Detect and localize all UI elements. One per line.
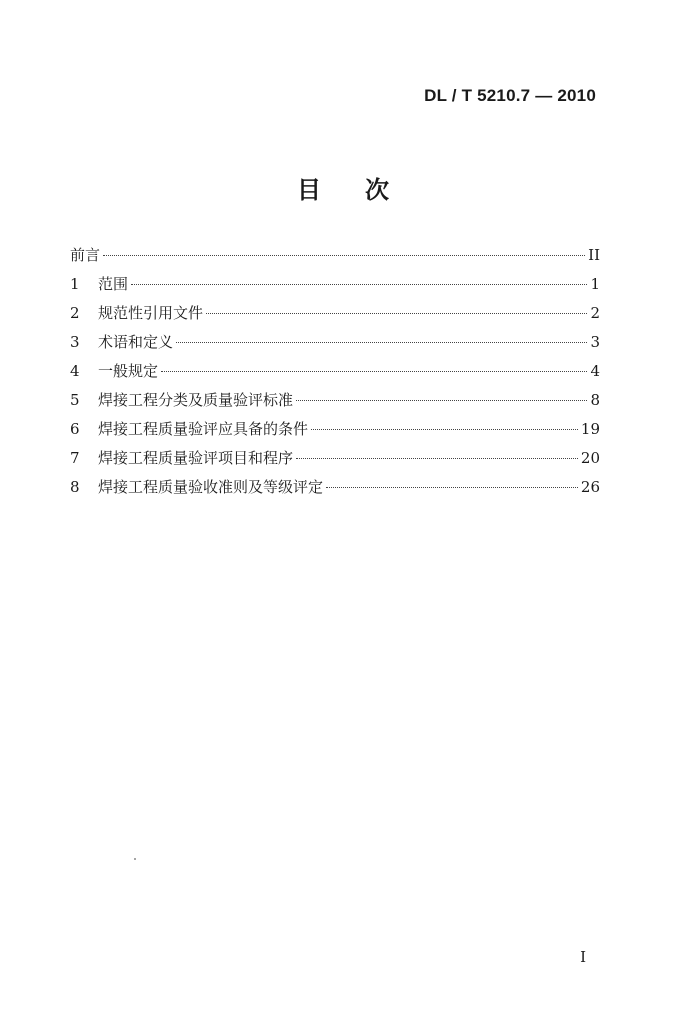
toc-entry-number: 6 xyxy=(70,420,80,438)
standard-code: DL / T 5210.7 — 2010 xyxy=(424,86,596,105)
toc-entry-label: 一般规定 xyxy=(98,362,159,380)
toc-leader-dots xyxy=(296,400,587,401)
toc-entry-7[interactable] xyxy=(70,447,600,476)
toc-entry-page: 20 xyxy=(580,449,600,467)
toc-entry-page: 1 xyxy=(590,275,600,293)
toc-entry-label: 焊接工程质量验评应具备的条件 xyxy=(98,420,309,438)
toc-leader-dots xyxy=(326,487,578,488)
toc-entry-number: 2 xyxy=(70,304,80,322)
toc-entry-label: 焊接工程质量验评项目和程序 xyxy=(98,449,294,467)
toc-entry-number: 5 xyxy=(70,391,80,409)
toc-entry-label: 范围 xyxy=(98,275,129,293)
toc-leader-dots xyxy=(103,255,585,256)
toc-entry-number: 8 xyxy=(70,478,80,496)
toc-entry-label: 规范性引用文件 xyxy=(98,304,204,322)
toc-entry-number: 1 xyxy=(70,275,80,293)
toc-entry-6[interactable] xyxy=(70,418,600,447)
toc-leader-dots xyxy=(296,458,578,459)
toc-entry-page: 8 xyxy=(590,391,600,409)
toc-list xyxy=(70,244,600,505)
toc-entry-page: 3 xyxy=(590,333,600,351)
scan-speck xyxy=(134,858,136,860)
toc-leader-dots xyxy=(176,342,587,343)
toc-entry-4[interactable] xyxy=(70,360,600,389)
toc-leader-dots xyxy=(311,429,578,430)
toc-entry-3[interactable] xyxy=(70,331,600,360)
toc-entry-page: II xyxy=(588,246,600,264)
toc-entry-5[interactable] xyxy=(70,389,600,418)
toc-title: 目次 xyxy=(297,176,433,204)
toc-leader-dots xyxy=(161,371,587,372)
toc-entry-foreword[interactable] xyxy=(70,244,600,273)
toc-entry-page: 26 xyxy=(580,478,600,496)
toc-entry-label: 焊接工程质量验收准则及等级评定 xyxy=(98,478,324,496)
toc-entry-number: 7 xyxy=(70,449,80,467)
toc-leader-dots xyxy=(131,284,587,285)
toc-entry-8[interactable] xyxy=(70,476,600,505)
toc-entry-label: 术语和定义 xyxy=(98,333,174,351)
toc-entry-1[interactable] xyxy=(70,273,600,302)
toc-entry-label: 前言 xyxy=(70,246,101,264)
page-number: I xyxy=(580,948,586,966)
toc-entry-page: 2 xyxy=(590,304,600,322)
toc-entry-label: 焊接工程分类及质量验评标准 xyxy=(98,391,294,409)
toc-entry-2[interactable] xyxy=(70,302,600,331)
toc-entry-page: 4 xyxy=(590,362,600,380)
toc-entry-page: 19 xyxy=(580,420,600,438)
toc-entry-number: 4 xyxy=(70,362,80,380)
toc-entry-number: 3 xyxy=(70,333,80,351)
toc-leader-dots xyxy=(206,313,587,314)
